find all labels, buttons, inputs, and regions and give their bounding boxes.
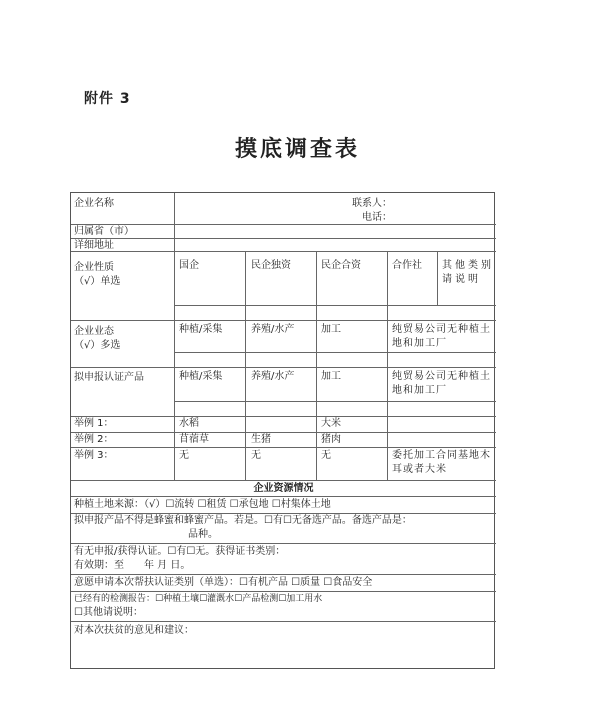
example-3-cell: 无	[321, 450, 331, 461]
resource-section-title: 企业资源情况	[253, 483, 314, 494]
nature-select-hint: （√）单选	[74, 276, 121, 287]
row-divider	[71, 238, 496, 239]
business-select-hint: （√）多选	[74, 340, 121, 351]
row-divider	[71, 432, 496, 433]
example-3-cell: 无	[179, 450, 189, 461]
opinion-label: 对本次扶贫的意见和建议：	[74, 625, 194, 636]
example-1-label: 举例 1：	[74, 418, 114, 429]
row-divider	[174, 352, 496, 353]
nature-option-other: 其他类别请说明	[442, 260, 494, 285]
nature-label: 企业性质	[74, 262, 114, 273]
address-label: 详细地址	[74, 240, 114, 251]
survey-form-table	[70, 192, 495, 669]
row-divider	[71, 480, 496, 481]
example-2-cell: 生猪	[251, 434, 271, 445]
business-label: 企业业态	[74, 326, 114, 337]
land-source-line: 种植土地来源：（√）☐流转 ☐租赁 ☐承包地 ☐村集体土地	[74, 499, 331, 510]
honey-rule-line: 拟申报产品不得是蜂蜜和蜂蜜产品。若是。☐有☐无备选产品。备选产品是：	[74, 515, 412, 526]
column-divider	[245, 251, 246, 480]
row-divider	[71, 447, 496, 448]
example-3-label: 举例 3：	[74, 450, 114, 461]
example-1-cell: 水稻	[179, 418, 199, 429]
row-divider	[174, 305, 496, 306]
product-option-processing: 加工	[321, 371, 341, 382]
column-divider	[316, 251, 317, 480]
nature-option-private-sole: 民企独资	[251, 260, 291, 271]
product-option-planting: 种植/采集	[179, 371, 223, 382]
nature-option-state: 国企	[179, 260, 199, 271]
attachment-label: 附件 3	[84, 91, 131, 107]
row-divider	[71, 251, 496, 252]
example-2-label: 举例 2：	[74, 434, 114, 445]
document-title: 摸底调查表	[234, 136, 360, 162]
phone-label: 电话：	[362, 212, 392, 223]
example-3-cell: 无	[251, 450, 261, 461]
contact-label: 联系人：	[352, 198, 392, 209]
column-divider	[174, 193, 175, 480]
example-1-cell: 大米	[321, 418, 341, 429]
nature-option-cooperative: 合作社	[392, 260, 422, 271]
product-option-breeding: 养殖/水产	[251, 371, 295, 382]
row-divider	[71, 621, 496, 622]
row-divider	[71, 320, 496, 321]
nature-option-private-joint: 民企合资	[321, 260, 361, 271]
business-option-processing: 加工	[321, 324, 341, 335]
reports-line: 已经有的检测报告：☐种植土壤☐灌溉水☐产品检测☐加工用水	[74, 594, 323, 604]
products-label: 拟申报认证产品	[74, 372, 144, 383]
example-2-cell: 苜蓿草	[179, 434, 209, 445]
company-name-label: 企业名称	[74, 198, 114, 209]
reports-other-line: ☐其他请说明：	[74, 607, 143, 618]
example-3-cell: 委托加工合同基地木耳或者大米	[392, 450, 491, 475]
business-option-breeding: 养殖/水产	[251, 324, 295, 335]
row-divider	[71, 416, 496, 417]
honey-variety-line: 品种。	[188, 529, 218, 540]
product-option-trade: 纯贸易公司无种植土地和加工厂	[392, 371, 491, 396]
row-divider	[71, 224, 496, 225]
row-divider	[71, 367, 496, 368]
validity-line: 有效期：至 年 月 日。	[74, 560, 191, 571]
row-divider	[71, 496, 496, 497]
row-divider	[174, 401, 496, 402]
row-divider	[71, 574, 496, 575]
column-divider	[437, 251, 438, 305]
column-divider	[387, 251, 388, 480]
business-option-trade: 纯贸易公司无种植土地和加工厂	[392, 324, 491, 349]
row-divider	[71, 543, 496, 544]
certification-line: 有无申报/获得认证。☐有☐无。获得证书类别：	[74, 546, 286, 557]
business-option-planting: 种植/采集	[179, 324, 223, 335]
province-label: 归属省（市）	[74, 226, 134, 237]
example-2-cell: 猪肉	[321, 434, 341, 445]
intent-line: 意愿申请本次帮扶认证类别（单选）：☐有机产品 ☐质量 ☐食品安全	[74, 577, 373, 588]
